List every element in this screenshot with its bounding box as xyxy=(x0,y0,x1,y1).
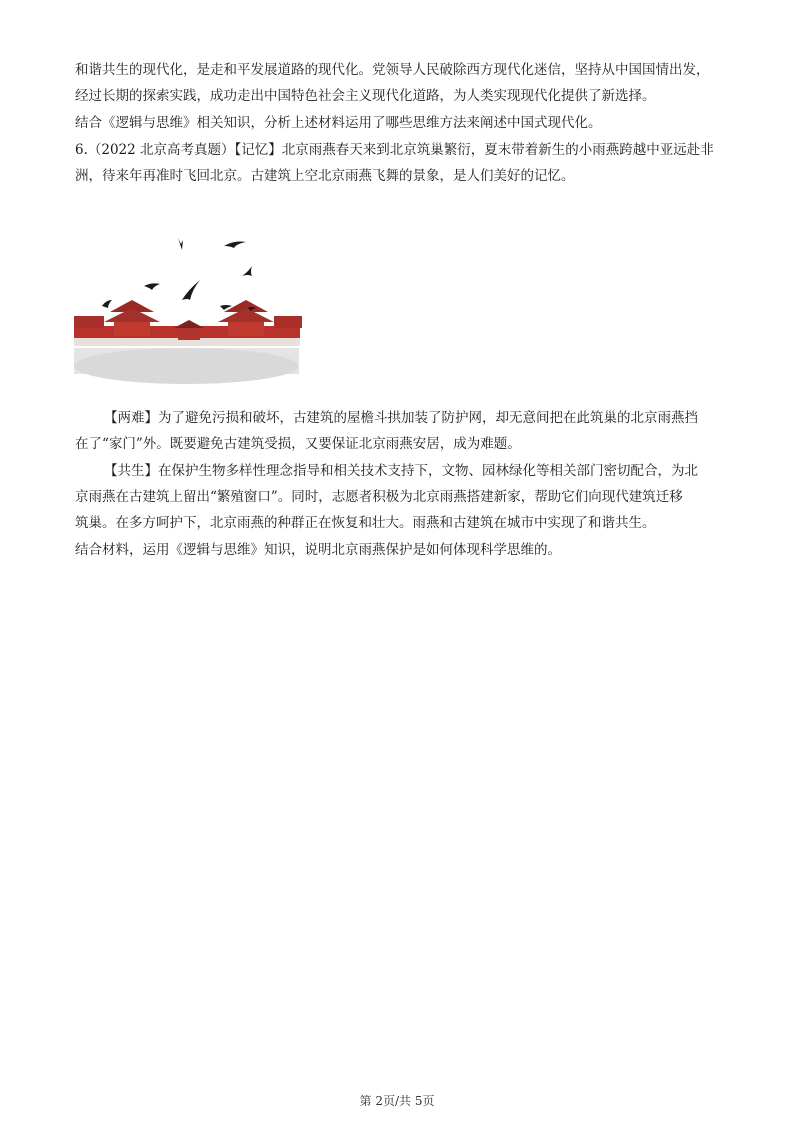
question-6-line: 6.（2022 北京高考真题）【记忆】北京雨燕春天来到北京筑巢繁衍，夏末带着新生的小雨燕跨越中亚远赴非 xyxy=(75,142,714,158)
question-6-line: 洲，待来年再准时飞回北京。古建筑上空北京雨燕飞舞的景象，是人们美好的记忆。 xyxy=(75,168,575,184)
coexist-line: 京雨燕在古建筑上留出“繁殖窗口”。同时，志愿者积极为北京雨燕搭建新家，帮助它们向现代建筑迁移 xyxy=(75,489,683,505)
question-5-prompt: 结合《逻辑与思维》相关知识，分析上述材料运用了哪些思维方法来阐述中国式现代化。 xyxy=(75,115,602,131)
paragraph-line: 经过长期的探索实践，成功走出中国特色社会主义现代化道路，为人类实现现代化提供了新选择。 xyxy=(75,88,656,104)
dilemma-line: 【两难】为了避免污损和破坏，古建筑的屋檐斗拱加装了防护网，却无意间把在此筑巢的北京雨燕挡 xyxy=(104,410,698,426)
question-6-prompt: 结合材料，运用《逻辑与思维》知识，说明北京雨燕保护是如何体现科学思维的。 xyxy=(75,542,561,558)
paragraph-line: 和谐共生的现代化，是走和平发展道路的现代化。党领导人民破除西方现代化迷信，坚持从中国国情出发， xyxy=(75,62,710,78)
dilemma-line: 在了“家门”外。既要避免古建筑受损，又要保证北京雨燕安居，成为难题。 xyxy=(75,436,521,452)
coexist-line: 筑巢。在多方呵护下，北京雨燕的种群正在恢复和壮大。雨燕和古建筑在城市中实现了和谐共生。 xyxy=(75,515,656,531)
page-footer: 第 2页/共 5页 xyxy=(359,1094,435,1108)
coexist-line: 【共生】在保护生物多样性理念指导和相关技术支持下，文物、园林绿化等相关部门密切配合，为北 xyxy=(104,463,698,479)
swifts-over-palace-illustration xyxy=(74,230,306,390)
